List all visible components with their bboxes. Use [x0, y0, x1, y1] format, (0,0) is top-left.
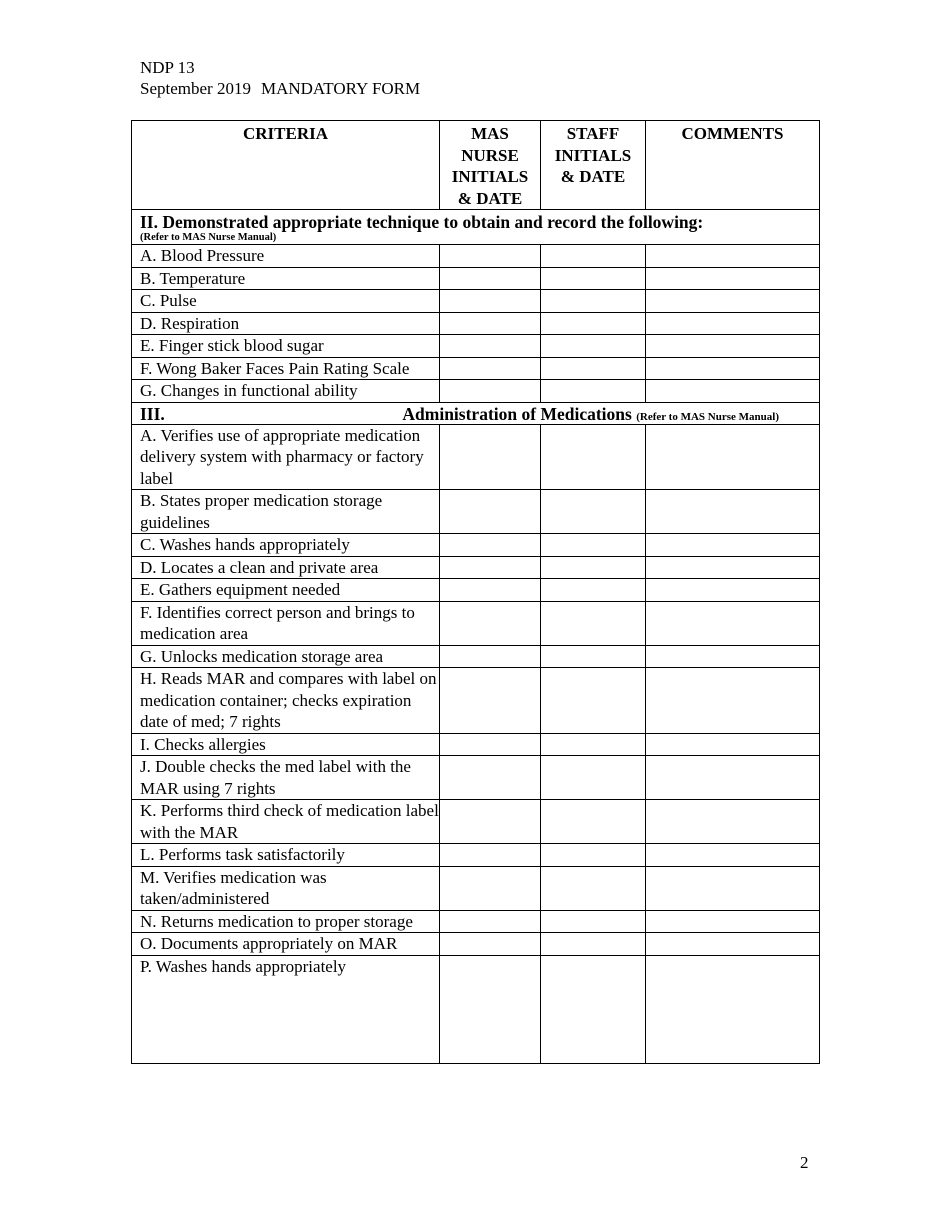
form-date: September 2019 [140, 79, 251, 98]
table-row [132, 756, 820, 800]
staff-initials-cell[interactable] [541, 800, 646, 844]
comments-cell[interactable] [646, 800, 820, 844]
criteria-cell [132, 756, 440, 800]
criteria-cell [132, 601, 440, 645]
criteria-cell [132, 290, 440, 313]
section-3-number: III. [140, 403, 165, 424]
criteria-cell [132, 357, 440, 380]
criteria-label: J. Double checks the med label with the MAR using 7 rights [140, 757, 411, 798]
criteria-label: C. Pulse [140, 291, 197, 310]
table-row [132, 245, 820, 268]
mas-nurse-initials-cell[interactable] [440, 800, 541, 844]
comments-cell[interactable] [646, 335, 820, 358]
criteria-label: N. Returns medication to proper storage [140, 911, 413, 931]
mas-nurse-initials-cell[interactable] [440, 312, 541, 335]
criteria-label: M. Verifies medication was taken/administered [140, 867, 327, 908]
table-row [132, 312, 820, 335]
staff-initials-cell[interactable] [541, 733, 646, 756]
comments-cell[interactable] [646, 312, 820, 335]
section-3-note: (Refer to MAS Nurse Manual) [636, 410, 779, 423]
staff-initials-cell[interactable] [541, 312, 646, 335]
criteria-label: E. Gathers equipment needed [140, 580, 341, 599]
mas-nurse-initials-cell[interactable] [440, 335, 541, 358]
comments-cell[interactable] [646, 756, 820, 800]
criteria-cell [132, 245, 440, 268]
comments-cell[interactable] [646, 601, 820, 645]
table-row [132, 380, 820, 403]
comments-cell[interactable] [646, 357, 820, 380]
table-row [132, 955, 820, 1063]
mas-nurse-initials-cell[interactable] [440, 910, 541, 933]
staff-initials-cell[interactable] [541, 668, 646, 734]
criteria-label: I. Checks allergies [140, 734, 266, 754]
comments-cell[interactable] [646, 267, 820, 290]
comments-cell[interactable] [646, 866, 820, 910]
staff-initials-cell[interactable] [541, 490, 646, 534]
header-staff: STAFF INITIALS & DATE [541, 121, 646, 210]
criteria-cell [132, 267, 440, 290]
staff-initials-cell[interactable] [541, 424, 646, 490]
mas-nurse-initials-cell[interactable] [440, 866, 541, 910]
table-row [132, 933, 820, 956]
table-row [132, 290, 820, 313]
criteria-cell [132, 645, 440, 668]
criteria-label: P. Washes hands appropriately [140, 956, 347, 976]
staff-initials-cell[interactable] [541, 357, 646, 380]
criteria-cell [132, 335, 440, 358]
criteria-label: A. Verifies use of appropriate medication delivery system with pharmacy or factory label [140, 425, 424, 488]
criteria-label: G. Unlocks medication storage area [140, 646, 384, 666]
criteria-label: O. Documents appropriately on MAR [140, 934, 398, 953]
staff-initials-cell[interactable] [541, 534, 646, 557]
criteria-label: E. Finger stick blood sugar [140, 336, 324, 355]
mas-nurse-initials-cell[interactable] [440, 556, 541, 579]
staff-initials-cell[interactable] [541, 933, 646, 956]
table-row [132, 267, 820, 290]
staff-initials-cell[interactable] [541, 579, 646, 602]
mas-nurse-initials-cell[interactable] [440, 267, 541, 290]
mas-nurse-initials-cell[interactable] [440, 645, 541, 668]
mas-nurse-initials-cell[interactable] [440, 290, 541, 313]
comments-cell[interactable] [646, 844, 820, 867]
section-2-note: (Refer to MAS Nurse Manual) [140, 232, 277, 243]
criteria-cell [132, 579, 440, 602]
mas-nurse-initials-cell[interactable] [440, 357, 541, 380]
table-row [132, 910, 820, 933]
comments-cell[interactable] [646, 490, 820, 534]
criteria-label: F. Identifies correct person and brings to medication area [140, 602, 415, 643]
criteria-label: K. Performs third check of medication label with the MAR [140, 801, 439, 842]
page-header [140, 57, 420, 99]
staff-initials-cell[interactable] [541, 245, 646, 268]
criteria-label: D. Respiration [140, 313, 240, 333]
table-row [132, 534, 820, 557]
table-row [132, 866, 820, 910]
section-3-heading [132, 402, 820, 424]
criteria-cell [132, 800, 440, 844]
section-3-title: Administration of Medications [402, 403, 632, 424]
table-row [132, 424, 820, 490]
checklist-table [131, 120, 820, 1064]
form-code: NDP 13 [140, 58, 195, 77]
mas-nurse-initials-cell[interactable] [440, 380, 541, 403]
staff-initials-cell[interactable] [541, 645, 646, 668]
mas-nurse-initials-cell[interactable] [440, 668, 541, 734]
criteria-label: B. Temperature [140, 268, 246, 288]
criteria-label: D. Locates a clean and private area [140, 557, 379, 577]
table-row [132, 733, 820, 756]
criteria-cell [132, 844, 440, 867]
form-date-line [140, 78, 420, 99]
criteria-label: A. Blood Pressure [140, 246, 265, 265]
mas-nurse-initials-cell[interactable] [440, 756, 541, 800]
criteria-cell [132, 668, 440, 734]
criteria-label: L. Performs task satisfactorily [140, 845, 345, 864]
comments-cell[interactable] [646, 290, 820, 313]
criteria-label: B. States proper medication storage guidelines [140, 491, 383, 532]
comments-cell[interactable] [646, 645, 820, 668]
table-row [132, 579, 820, 602]
staff-initials-cell[interactable] [541, 267, 646, 290]
section-2-heading [132, 210, 820, 245]
section-3-title-group [402, 404, 779, 429]
comments-cell[interactable] [646, 534, 820, 557]
table-row [132, 601, 820, 645]
staff-initials-cell[interactable] [541, 844, 646, 867]
table-row [132, 645, 820, 668]
criteria-cell [132, 556, 440, 579]
criteria-label: F. Wong Baker Faces Pain Rating Scale [140, 358, 410, 378]
header-criteria: CRITERIA [132, 121, 440, 210]
table-row [132, 490, 820, 534]
staff-initials-cell[interactable] [541, 290, 646, 313]
comments-cell[interactable] [646, 933, 820, 956]
mas-nurse-initials-cell[interactable] [440, 579, 541, 602]
mas-nurse-initials-cell[interactable] [440, 844, 541, 867]
table-row [132, 668, 820, 734]
staff-initials-cell[interactable] [541, 866, 646, 910]
comments-cell[interactable] [646, 424, 820, 490]
staff-initials-cell[interactable] [541, 335, 646, 358]
comments-cell[interactable] [646, 955, 820, 1063]
criteria-cell [132, 424, 440, 490]
table-row [132, 800, 820, 844]
table-row [132, 556, 820, 579]
mas-nurse-initials-cell[interactable] [440, 245, 541, 268]
criteria-cell [132, 380, 440, 403]
criteria-cell [132, 910, 440, 933]
staff-initials-cell[interactable] [541, 601, 646, 645]
criteria-cell [132, 312, 440, 335]
comments-cell[interactable] [646, 380, 820, 403]
criteria-cell [132, 955, 440, 1063]
mas-nurse-initials-cell[interactable] [440, 933, 541, 956]
mas-nurse-initials-cell[interactable] [440, 955, 541, 1063]
staff-initials-cell[interactable] [541, 955, 646, 1063]
criteria-cell [132, 490, 440, 534]
table-row [132, 357, 820, 380]
mas-nurse-initials-cell[interactable] [440, 534, 541, 557]
table-row [132, 844, 820, 867]
form-type: MANDATORY FORM [260, 79, 421, 98]
staff-initials-cell[interactable] [541, 910, 646, 933]
header-comments: COMMENTS [646, 121, 820, 210]
criteria-cell [132, 733, 440, 756]
comments-cell[interactable] [646, 556, 820, 579]
section-2-title: II. Demonstrated appropriate technique to obtain and record the following: [140, 212, 704, 232]
comments-cell[interactable] [646, 245, 820, 268]
criteria-cell [132, 866, 440, 910]
comments-cell[interactable] [646, 668, 820, 734]
comments-cell[interactable] [646, 579, 820, 602]
staff-initials-cell[interactable] [541, 556, 646, 579]
mas-nurse-initials-cell[interactable] [440, 490, 541, 534]
mas-nurse-initials-cell[interactable] [440, 601, 541, 645]
staff-initials-cell[interactable] [541, 380, 646, 403]
criteria-cell [132, 534, 440, 557]
table-header-row [132, 121, 820, 210]
header-mas-nurse: MAS NURSE INITIALS & DATE [440, 121, 541, 210]
table-row [132, 335, 820, 358]
criteria-cell [132, 933, 440, 956]
comments-cell[interactable] [646, 733, 820, 756]
page-number: 2 [800, 1153, 809, 1172]
mas-nurse-initials-cell[interactable] [440, 733, 541, 756]
comments-cell[interactable] [646, 910, 820, 933]
criteria-label: C. Washes hands appropriately [140, 535, 350, 554]
mas-nurse-initials-cell[interactable] [440, 424, 541, 490]
staff-initials-cell[interactable] [541, 756, 646, 800]
criteria-label: G. Changes in functional ability [140, 381, 358, 400]
criteria-label: H. Reads MAR and compares with label on medication container; checks expiration date of med; 7 rights [140, 669, 437, 731]
